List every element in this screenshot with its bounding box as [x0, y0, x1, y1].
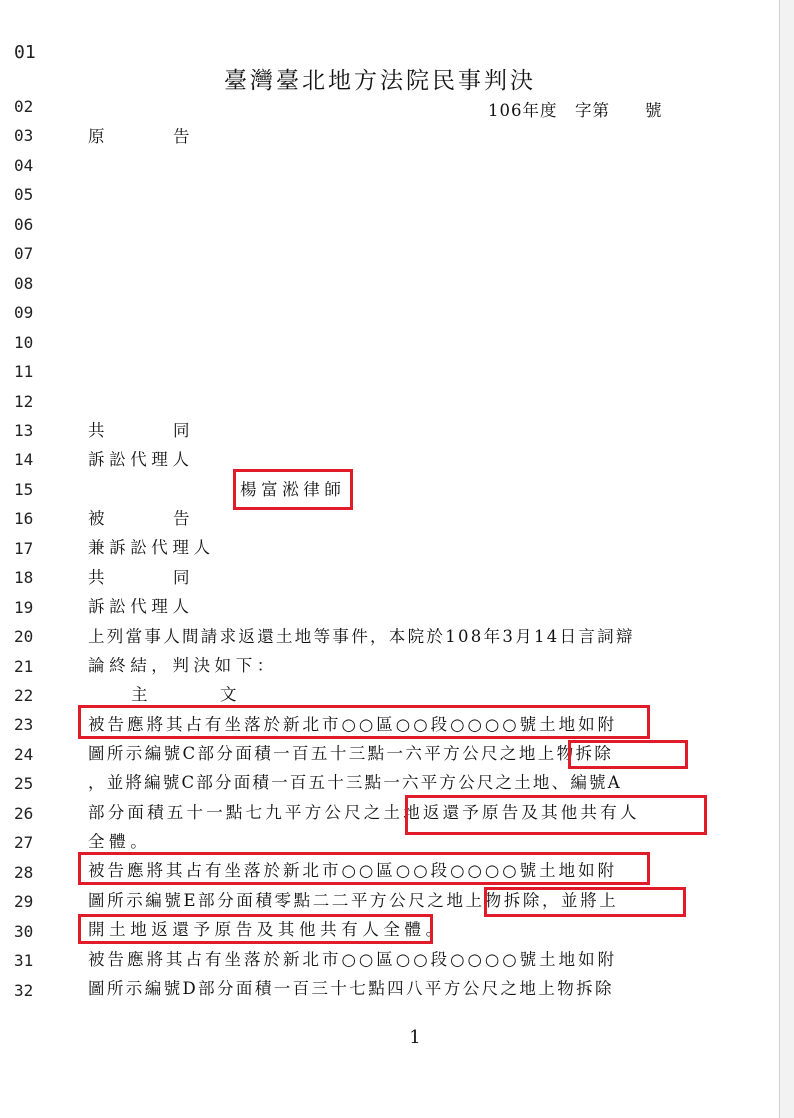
defendant-label-b: 告	[173, 509, 195, 528]
line-number: 21	[14, 656, 34, 676]
joint2-label-a: 共	[88, 568, 110, 587]
line-number: 01	[14, 42, 36, 63]
line-number: 18	[14, 568, 34, 588]
line-number: 13	[14, 420, 34, 440]
line-number: 10	[14, 332, 34, 352]
agent2-label: 訴訟代理人	[88, 597, 194, 616]
defendant-label-a: 被	[88, 509, 110, 528]
line-number: 06	[14, 214, 34, 234]
body-line-20: 上列當事人間請求返還土地等事件，本院於108年3月14日言詞辯	[88, 627, 635, 646]
body-line-23: 被告應將其占有坐落於新北市○○區○○段○○○○號土地如附	[88, 715, 618, 734]
highlight-box-line24	[568, 740, 688, 769]
line-number: 03	[14, 126, 34, 146]
body-line-26: 部分面積五十一點七九平方公尺之土地返還予原告及其他共有人	[88, 803, 640, 822]
case-number: 106年度 字第 號	[488, 101, 663, 120]
line-number: 12	[14, 391, 34, 411]
body-line-31: 被告應將其占有坐落於新北市○○區○○段○○○○號土地如附	[88, 950, 618, 969]
line-number: 24	[14, 744, 34, 764]
highlight-box-attorney	[233, 469, 353, 510]
concurrent-agent-label: 兼訴訟代理人	[88, 538, 215, 557]
body-line-24: 圖所示編號C部分面積一百五十三點一六平方公尺之地上物拆除	[88, 744, 614, 763]
body-line-21: 論終結，判決如下：	[88, 656, 278, 675]
line-number: 14	[14, 450, 34, 470]
line-number: 23	[14, 715, 34, 735]
body-line-25: ，並將編號C部分面積一百五十三點一六平方公尺之土地、編號A	[88, 773, 622, 792]
highlight-box-line30	[78, 914, 433, 944]
document-title: 臺灣臺北地方法院民事判決	[224, 68, 536, 94]
line-number: 31	[14, 951, 34, 971]
line-number: 19	[14, 597, 34, 617]
line-number: 20	[14, 627, 34, 647]
page-number: 1	[409, 1027, 421, 1048]
highlight-box-line26	[405, 795, 707, 835]
line-number: 16	[14, 509, 34, 529]
body-line-30: 開土地返還予原告及其他共有人全體。	[88, 920, 447, 939]
line-number: 32	[14, 980, 34, 1000]
highlight-box-line23	[78, 705, 650, 739]
line-number: 05	[14, 185, 34, 205]
body-line-29: 圖所示編號E部分面積零點二二平方公尺之地上物拆除，並將上	[88, 891, 619, 910]
line-number: 09	[14, 303, 34, 323]
agent-label: 訴訟代理人	[88, 450, 194, 469]
body-line-32: 圖所示編號D部分面積一百三十七點四八平方公尺之地上物拆除	[88, 979, 614, 998]
line-number: 29	[14, 892, 34, 912]
body-line-27: 全體。	[88, 832, 152, 851]
joint2-label-b: 同	[173, 568, 195, 587]
line-number: 15	[14, 479, 34, 499]
line-number: 26	[14, 803, 34, 823]
line-number: 22	[14, 686, 34, 705]
line-number: 07	[14, 244, 34, 264]
main-label-a: 主	[131, 685, 153, 704]
plaintiff-label-a: 原	[88, 127, 110, 146]
highlight-box-line28	[78, 852, 650, 885]
main-label-b: 文	[220, 685, 242, 704]
line-number: 27	[14, 833, 34, 853]
joint-label-a: 共	[88, 421, 110, 440]
line-number: 11	[14, 362, 34, 382]
line-number: 30	[14, 921, 34, 941]
attorney-name: 楊富淞律師	[240, 480, 346, 499]
line-number: 08	[14, 273, 34, 293]
body-line-28: 被告應將其占有坐落於新北市○○區○○段○○○○號土地如附	[88, 861, 618, 880]
line-number: 25	[14, 774, 34, 794]
highlight-box-line29	[484, 887, 686, 917]
line-number: 17	[14, 538, 34, 558]
plaintiff-label-b: 告	[173, 127, 195, 146]
line-number: 28	[14, 862, 34, 882]
joint-label-b: 同	[173, 421, 195, 440]
line-number: 04	[14, 155, 34, 175]
line-number: 02	[14, 97, 34, 116]
page-edge-scrollbar[interactable]	[779, 0, 794, 1118]
